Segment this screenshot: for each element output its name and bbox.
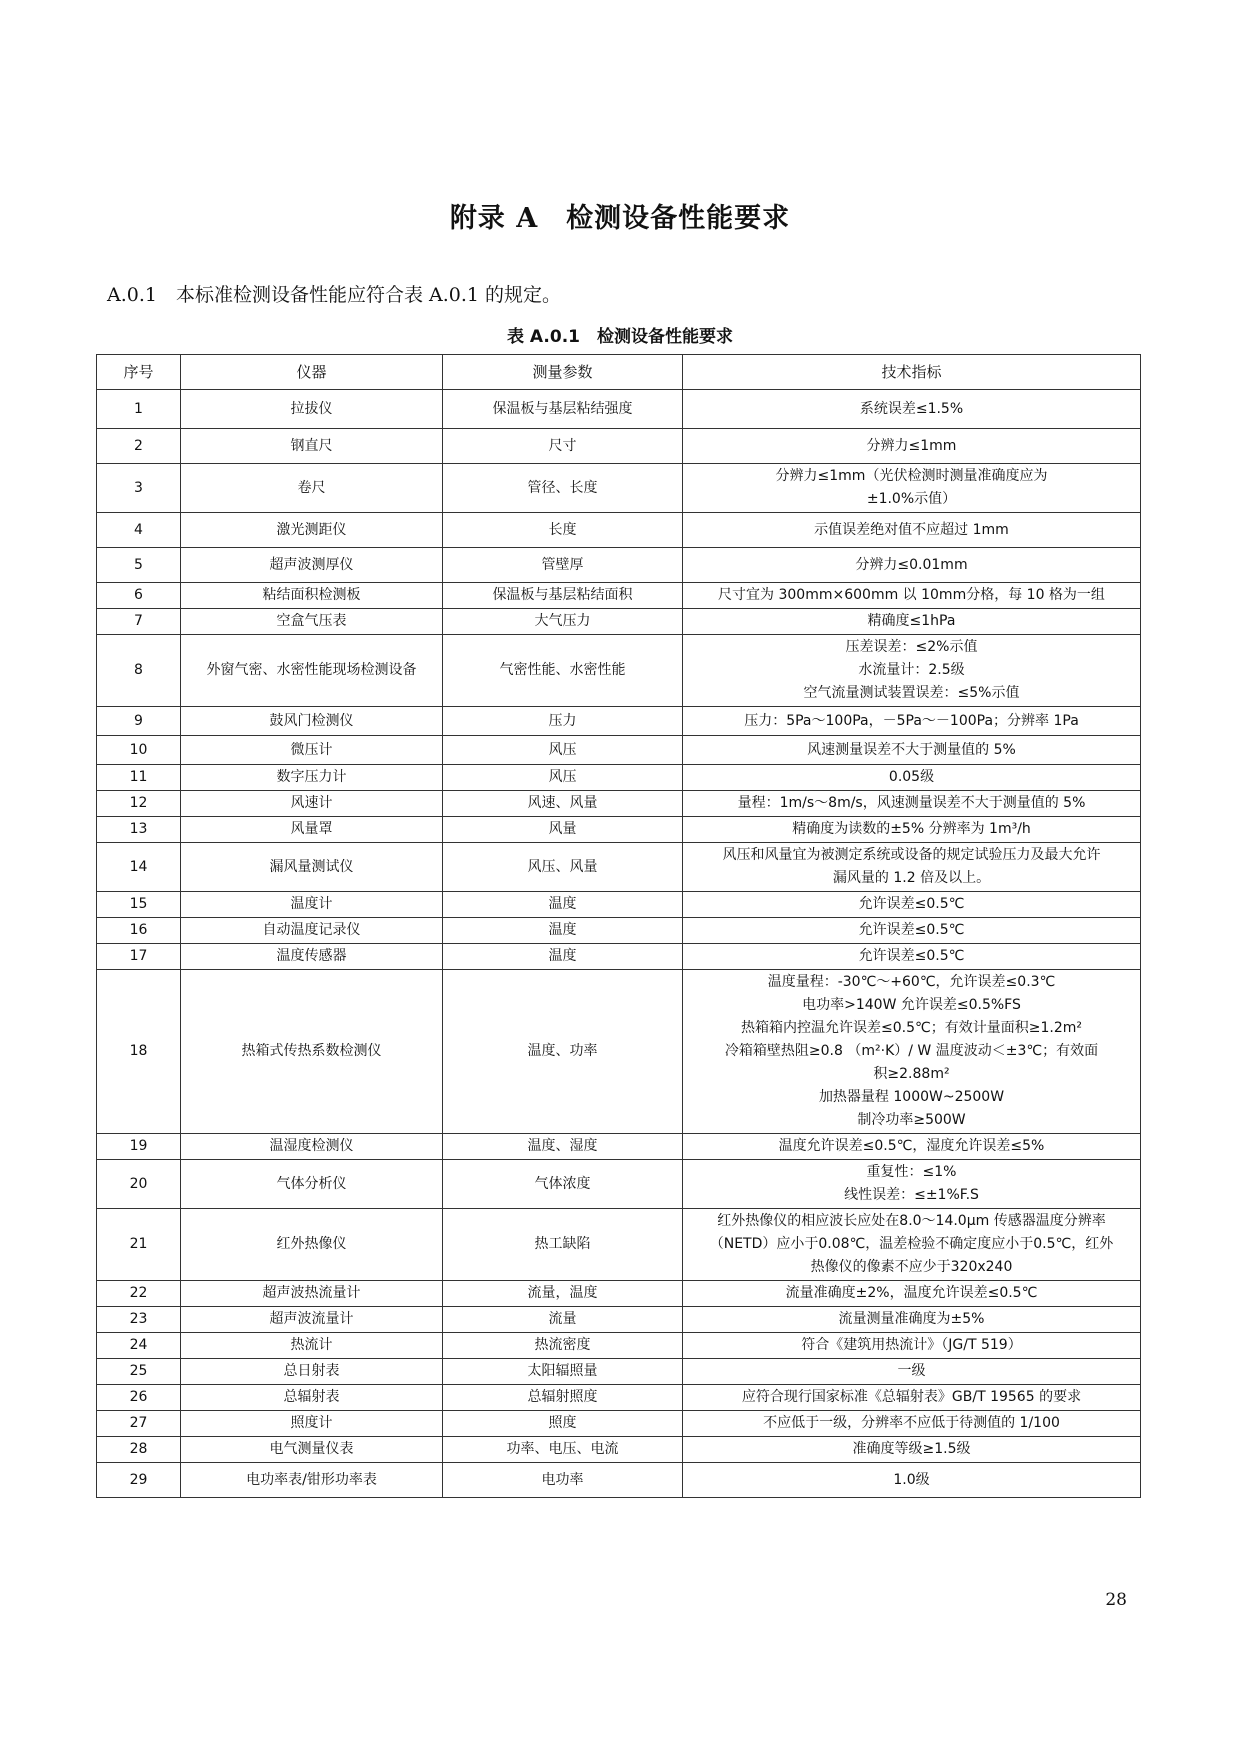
instrument-cell: 超声波热流量计	[181, 1281, 443, 1307]
parameter-cell: 保温板与基层粘结强度	[443, 390, 683, 429]
row-number-cell: 22	[97, 1281, 181, 1307]
instrument-cell: 粘结面积检测板	[181, 583, 443, 609]
table-row	[97, 843, 1141, 892]
row-number-cell: 27	[97, 1411, 181, 1437]
row-number-cell: 5	[97, 548, 181, 583]
parameter-cell: 尺寸	[443, 429, 683, 464]
parameter-cell: 管壁厚	[443, 548, 683, 583]
appendix-title: 附录 A 检测设备性能要求	[449, 203, 791, 234]
spec-cell: 示值误差绝对值不应超过 1mm	[683, 513, 1141, 548]
parameter-cell: 热流密度	[443, 1333, 683, 1359]
parameter-cell: 风压	[443, 765, 683, 791]
spec-cell: 精确度为读数的±5% 分辨率为 1m³/h	[683, 817, 1141, 843]
instrument-cell: 自动温度记录仪	[181, 918, 443, 944]
table-row	[97, 583, 1141, 609]
table-row	[97, 892, 1141, 918]
spec-cell: 分辨力≤1mm（光伏检测时测量准确度应为 ±1.0%示值）	[683, 464, 1141, 513]
table-row	[97, 548, 1141, 583]
instrument-cell: 总辐射表	[181, 1385, 443, 1411]
row-number-cell: 24	[97, 1333, 181, 1359]
instrument-cell: 激光测距仪	[181, 513, 443, 548]
parameter-cell: 总辐射照度	[443, 1385, 683, 1411]
intro-paragraph: A.0.1 本标准检测设备性能应符合表 A.0.1 的规定。	[107, 284, 562, 306]
table-row	[97, 944, 1141, 970]
spec-cell: 风速测量误差不大于测量值的 5%	[683, 736, 1141, 765]
row-number-cell: 7	[97, 609, 181, 635]
instrument-cell: 微压计	[181, 736, 443, 765]
instrument-cell: 风量罩	[181, 817, 443, 843]
table-row	[97, 1160, 1141, 1209]
table-row	[97, 1209, 1141, 1281]
table-row	[97, 464, 1141, 513]
instrument-cell: 风速计	[181, 791, 443, 817]
instrument-cell: 空盒气压表	[181, 609, 443, 635]
parameter-cell: 流量，温度	[443, 1281, 683, 1307]
instrument-cell: 电气测量仪表	[181, 1437, 443, 1463]
spec-cell: 允许误差≤0.5℃	[683, 918, 1141, 944]
instrument-cell: 钢直尺	[181, 429, 443, 464]
parameter-cell: 太阳辐照量	[443, 1359, 683, 1385]
table-row	[97, 791, 1141, 817]
spec-cell: 允许误差≤0.5℃	[683, 944, 1141, 970]
table-row	[97, 390, 1141, 429]
spec-cell: 温度允许误差≤0.5℃，湿度允许误差≤5%	[683, 1134, 1141, 1160]
row-number-cell: 26	[97, 1385, 181, 1411]
instrument-cell: 温度传感器	[181, 944, 443, 970]
table-row	[97, 429, 1141, 464]
instrument-cell: 漏风量测试仪	[181, 843, 443, 892]
spec-cell: 应符合现行国家标准《总辐射表》GB/T 19565 的要求	[683, 1385, 1141, 1411]
instrument-cell: 热箱式传热系数检测仪	[181, 970, 443, 1134]
spec-cell: 一级	[683, 1359, 1141, 1385]
row-number-cell: 23	[97, 1307, 181, 1333]
instrument-cell: 超声波测厚仪	[181, 548, 443, 583]
row-number-cell: 10	[97, 736, 181, 765]
instrument-cell: 鼓风门检测仪	[181, 707, 443, 736]
instrument-cell: 电功率表/钳形功率表	[181, 1463, 443, 1498]
table-row	[97, 1333, 1141, 1359]
parameter-cell: 压力	[443, 707, 683, 736]
row-number-cell: 8	[97, 635, 181, 707]
parameter-cell: 电功率	[443, 1463, 683, 1498]
parameter-cell: 管径、长度	[443, 464, 683, 513]
row-number-cell: 29	[97, 1463, 181, 1498]
table-row	[97, 765, 1141, 791]
row-number-cell: 11	[97, 765, 181, 791]
parameter-cell: 温度、功率	[443, 970, 683, 1134]
row-number-cell: 17	[97, 944, 181, 970]
row-number-cell: 12	[97, 791, 181, 817]
table-header-row	[97, 355, 1141, 390]
parameter-cell: 温度	[443, 892, 683, 918]
table-row	[97, 1463, 1141, 1498]
table-row	[97, 736, 1141, 765]
spec-cell: 量程：1m/s～8m/s，风速测量误差不大于测量值的 5%	[683, 791, 1141, 817]
parameter-cell: 风速、风量	[443, 791, 683, 817]
parameter-cell: 温度、湿度	[443, 1134, 683, 1160]
parameter-cell: 保温板与基层粘结面积	[443, 583, 683, 609]
instrument-cell: 照度计	[181, 1411, 443, 1437]
instrument-cell: 热流计	[181, 1333, 443, 1359]
instrument-cell: 总日射表	[181, 1359, 443, 1385]
row-number-cell: 21	[97, 1209, 181, 1281]
parameter-cell: 温度	[443, 944, 683, 970]
instrument-cell: 拉拔仪	[181, 390, 443, 429]
spec-cell: 符合《建筑用热流计》（JG/T 519）	[683, 1333, 1141, 1359]
spec-cell: 精确度≤1hPa	[683, 609, 1141, 635]
table-row	[97, 1411, 1141, 1437]
row-number-cell: 13	[97, 817, 181, 843]
row-number-cell: 18	[97, 970, 181, 1134]
instrument-cell: 气体分析仪	[181, 1160, 443, 1209]
page-number: 28	[1105, 1590, 1127, 1610]
row-number-cell: 20	[97, 1160, 181, 1209]
table-row	[97, 970, 1141, 1134]
row-number-cell: 9	[97, 707, 181, 736]
spec-cell: 不应低于一级，分辨率不应低于待测值的 1/100	[683, 1411, 1141, 1437]
spec-cell: 准确度等级≥1.5级	[683, 1437, 1141, 1463]
instrument-cell: 外窗气密、水密性能现场检测设备	[181, 635, 443, 707]
table-row	[97, 1281, 1141, 1307]
parameter-cell: 气体浓度	[443, 1160, 683, 1209]
spec-cell: 风压和风量宜为被测定系统或设备的规定试验压力及最大允许 漏风量的 1.2 倍及以上。	[683, 843, 1141, 892]
spec-cell: 红外热像仪的相应波长应处在8.0～14.0μm 传感器温度分辨率 （NETD）应小于0.08℃，温差检验不确定度应小于0.5℃，红外 热像仪的像素不应少于320x240	[683, 1209, 1141, 1281]
row-number-cell: 3	[97, 464, 181, 513]
spec-cell: 分辨力≤1mm	[683, 429, 1141, 464]
spec-cell: 压差误差：≤2%示值 水流量计：2.5级 空气流量测试装置误差：≤5%示值	[683, 635, 1141, 707]
table-row	[97, 635, 1141, 707]
parameter-cell: 照度	[443, 1411, 683, 1437]
row-number-cell: 16	[97, 918, 181, 944]
table-caption: 表 A.0.1 检测设备性能要求	[507, 327, 733, 347]
parameter-cell: 热工缺陷	[443, 1209, 683, 1281]
header-spec: 技术指标	[683, 355, 1141, 390]
parameter-cell: 风量	[443, 817, 683, 843]
spec-cell: 压力：5Pa～100Pa，－5Pa～－100Pa；分辨率 1Pa	[683, 707, 1141, 736]
header-parameter: 测量参数	[443, 355, 683, 390]
table-row	[97, 1385, 1141, 1411]
instrument-cell: 温度计	[181, 892, 443, 918]
spec-cell: 分辨力≤0.01mm	[683, 548, 1141, 583]
instrument-cell: 超声波流量计	[181, 1307, 443, 1333]
row-number-cell: 28	[97, 1437, 181, 1463]
table-row	[97, 609, 1141, 635]
parameter-cell: 风压、风量	[443, 843, 683, 892]
row-number-cell: 2	[97, 429, 181, 464]
row-number-cell: 1	[97, 390, 181, 429]
spec-cell: 温度量程：-30℃～+60℃，允许误差≤0.3℃ 电功率>140W 允许误差≤0.5%FS 热箱箱内控温允许误差≤0.5℃；有效计量面积≥1.2m² 冷箱箱壁热阻≥0.8 （m²·K）/ W 温度波动＜±3℃；有效面 积≥2.88m² 加热器量程 1000W~2500W 制冷功率≥500W	[683, 970, 1141, 1134]
spec-cell: 1.0级	[683, 1463, 1141, 1498]
header-instrument: 仪器	[181, 355, 443, 390]
table-row	[97, 513, 1141, 548]
parameter-cell: 风压	[443, 736, 683, 765]
table-row	[97, 918, 1141, 944]
spec-cell: 流量测量准确度为±5%	[683, 1307, 1141, 1333]
row-number-cell: 6	[97, 583, 181, 609]
spec-cell: 系统误差≤1.5%	[683, 390, 1141, 429]
instrument-cell: 卷尺	[181, 464, 443, 513]
row-number-cell: 15	[97, 892, 181, 918]
instrument-cell: 数字压力计	[181, 765, 443, 791]
parameter-cell: 长度	[443, 513, 683, 548]
table-row	[97, 707, 1141, 736]
parameter-cell: 流量	[443, 1307, 683, 1333]
parameter-cell: 大气压力	[443, 609, 683, 635]
instrument-cell: 温湿度检测仪	[181, 1134, 443, 1160]
parameter-cell: 功率、电压、电流	[443, 1437, 683, 1463]
table-row	[97, 1437, 1141, 1463]
row-number-cell: 25	[97, 1359, 181, 1385]
spec-cell: 允许误差≤0.5℃	[683, 892, 1141, 918]
table-row	[97, 1359, 1141, 1385]
parameter-cell: 气密性能、水密性能	[443, 635, 683, 707]
row-number-cell: 14	[97, 843, 181, 892]
spec-cell: 重复性：≤1% 线性误差：≤±1%F.S	[683, 1160, 1141, 1209]
equipment-spec-table	[96, 354, 1141, 1498]
table-row	[97, 1307, 1141, 1333]
header-no: 序号	[97, 355, 181, 390]
row-number-cell: 19	[97, 1134, 181, 1160]
instrument-cell: 红外热像仪	[181, 1209, 443, 1281]
table-row	[97, 817, 1141, 843]
row-number-cell: 4	[97, 513, 181, 548]
spec-cell: 0.05级	[683, 765, 1141, 791]
table-row	[97, 1134, 1141, 1160]
spec-cell: 尺寸宜为 300mm×600mm 以 10mm分格，每 10 格为一组	[683, 583, 1141, 609]
spec-cell: 流量准确度±2%，温度允许误差≤0.5℃	[683, 1281, 1141, 1307]
parameter-cell: 温度	[443, 918, 683, 944]
